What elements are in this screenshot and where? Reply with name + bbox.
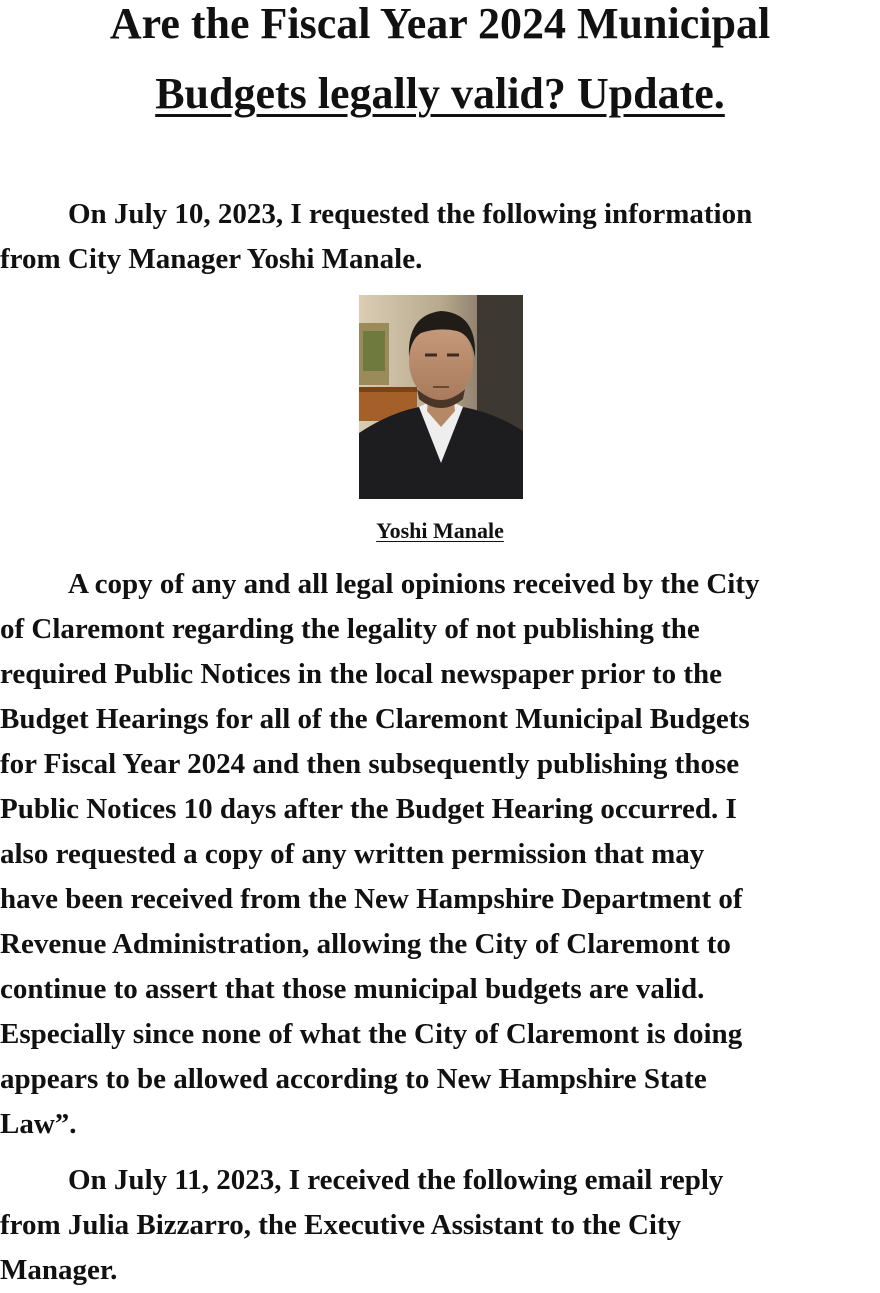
paragraph-line: have been received from the New Hampshire Department of xyxy=(0,883,743,915)
paragraph-email-reply xyxy=(0,1158,880,1293)
title-line-1: Are the Fiscal Year 2024 Municipal xyxy=(109,0,771,48)
paragraph-line: required Public Notices in the local newspaper prior to the xyxy=(0,658,723,690)
photo-caption xyxy=(0,518,880,544)
paragraph-line: also requested a copy of any written permission that may xyxy=(0,838,705,870)
paragraph-request-details xyxy=(0,562,880,1147)
paragraph-line: appears to be allowed according to New Hampshire State xyxy=(0,1063,707,1095)
title-line-2 xyxy=(0,69,880,118)
paragraph-line: On July 11, 2023, I received the following email reply xyxy=(68,1164,724,1196)
paragraph-line: from Julia Bizzarro, the Executive Assistant to the City xyxy=(0,1209,682,1241)
paragraph-line: Law”. xyxy=(0,1108,77,1140)
paragraph-line: from City Manager Yoshi Manale. xyxy=(0,243,423,275)
paragraph-line: Manager. xyxy=(0,1254,118,1286)
paragraph-line: Public Notices 10 days after the Budget Hearing occurred. I xyxy=(0,793,737,825)
paragraph-request-intro xyxy=(0,192,880,282)
paragraph-line: continue to assert that those municipal budgets are valid. xyxy=(0,973,705,1005)
title-line-2-text: Budgets legally valid? Update. xyxy=(155,69,725,118)
photo-caption-text: Yoshi Manale xyxy=(376,518,504,543)
paragraph-line: Revenue Administration, allowing the City of Claremont to xyxy=(0,928,731,960)
portrait-photo xyxy=(359,295,523,499)
paragraph-line: Budget Hearings for all of the Claremont Municipal Budgets xyxy=(0,703,750,735)
paragraph-line: for Fiscal Year 2024 and then subsequently publishing those xyxy=(0,748,740,780)
paragraph-line: A copy of any and all legal opinions received by the City xyxy=(68,568,760,600)
portrait-image xyxy=(359,295,523,499)
paragraph-line: Especially since none of what the City of Claremont is doing xyxy=(0,1018,743,1050)
paragraph-line: of Claremont regarding the legality of not publishing the xyxy=(0,613,700,645)
paragraph-line: On July 10, 2023, I requested the following information xyxy=(68,198,753,230)
